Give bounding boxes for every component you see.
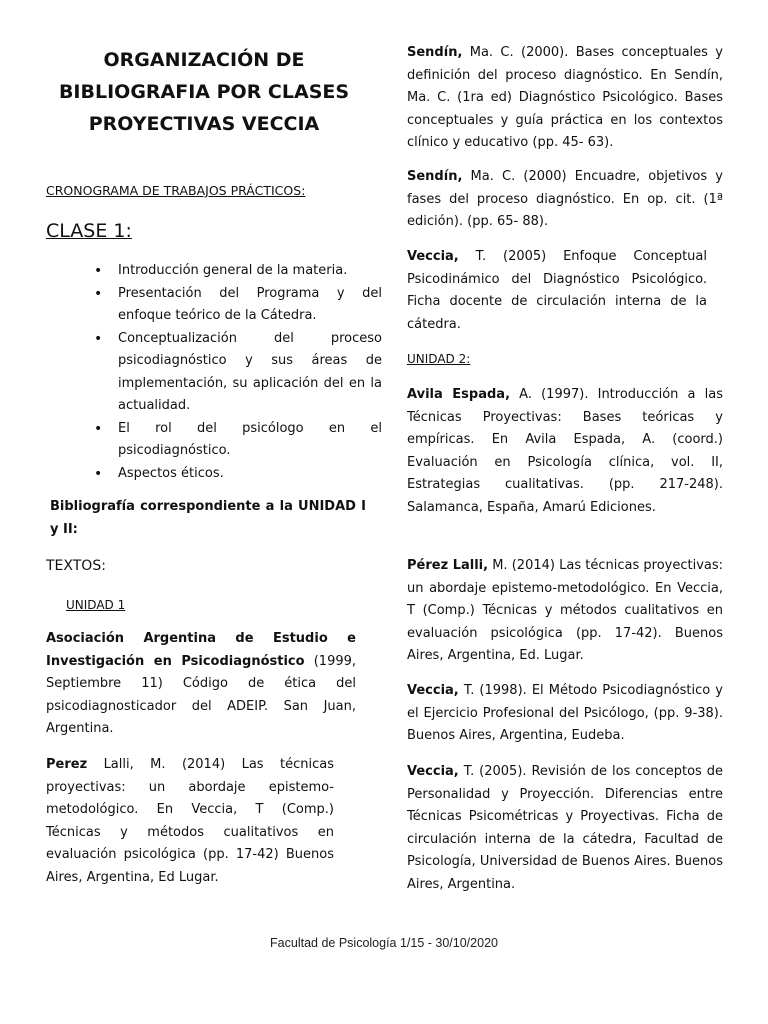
right-ref-2 <box>407 166 723 234</box>
page-footer: Facultad de Psicología 1/15 - 30/10/2020 <box>270 936 498 950</box>
ref-text: T. (1998). El Método Psicodiagnóstico y el Ejercicio Profesional del Psicólogo, (pp. 9-38). Buenos Aires, Argentina, Eudeba. <box>407 683 723 743</box>
ref-author: Perez <box>46 757 88 772</box>
ref-text: Ma. C. (2000). Bases conceptuales y definición del proceso diagnóstico. En Sendín, Ma. C. (1ra ed) Diagnóstico Psicológico. Bases conceptuales y guía práctica en los contextos clínico y educativo (pp. 45- 63). <box>407 45 723 150</box>
ref-text: A. (1997). Introducción a las Técnicas Proyectivas: Bases teóricas y empíricas. En Avila Espada, A. (coord.) Evaluación en Psicología clínica, vol. II, Estrategias cualitativas. (pp. 217-248). Salamanca, España, Amarú Ediciones. <box>407 387 723 515</box>
ref-author: Veccia, <box>407 764 459 779</box>
ref-author: Pérez Lalli, <box>407 558 489 573</box>
unidad1-ref-1 <box>46 628 356 741</box>
list-item: • El rol del psicólogo en el psicodiagnóstico. <box>112 418 382 463</box>
ref-text: Ma. C. (2000) Encuadre, objetivos y fases del proceso diagnóstico. En op. cit. (1ª edición). (pp. 65- 88). <box>407 169 723 229</box>
textos-heading: TEXTOS: <box>46 558 106 574</box>
ref-text: Lalli, M. (2014) Las técnicas proyectivas: un abordaje epistemo-metodológico. En Veccia, T (Comp.) Técnicas y métodos cualitativos en evaluación psicológica (pp. 17-42) Buenos Aires, Argentina, Ed Lugar. <box>46 757 334 885</box>
ref-author: Veccia, <box>407 249 459 264</box>
list-item: • Introducción general de la materia. <box>112 260 382 283</box>
unidad1-ref-2 <box>46 754 334 889</box>
title-line-1: ORGANIZACIÓN DE <box>103 49 305 71</box>
clase-heading: CLASE 1: <box>46 220 132 242</box>
ref-author: Asociación Argentina de Estudio e Investigación en Psicodiagnóstico <box>46 631 356 669</box>
list-item: • Aspectos éticos. <box>112 463 382 486</box>
unidad2-heading: UNIDAD 2: <box>407 352 471 366</box>
unidad2-ref-4 <box>407 761 723 896</box>
unidad2-ref-3 <box>407 680 723 748</box>
ref-author: Avila Espada, <box>407 387 511 402</box>
ref-author: Sendín, <box>407 169 463 184</box>
ref-author: Sendín, <box>407 45 463 60</box>
unidad2-ref-1 <box>407 384 723 519</box>
unidad2-ref-2 <box>407 555 723 668</box>
ref-text: T. (2005) Enfoque Conceptual Psicodinámico del Diagnóstico Psicológico. Ficha docente de circulación interna de la cátedra. <box>407 249 707 332</box>
cronograma-heading: CRONOGRAMA DE TRABAJOS PRÁCTICOS: <box>46 183 306 198</box>
ref-text: T. (2005). Revisión de los conceptos de Personalidad y Proyección. Diferencias entre Técnicas Psicométricas y Proyectivas. Ficha de circulación interna de la cátedra, Facultad de Psicología, Universidad de Buenos Aires. Buenos Aires, Argentina. <box>407 764 723 892</box>
bibliografia-heading: Bibliografía correspondiente a la UNIDAD I y II: <box>50 499 366 537</box>
ref-text: (1999, Septiembre 11) Código de ética del psicodiagnosticador del ADEIP. San Juan, Argentina. <box>46 653 357 736</box>
right-ref-1 <box>407 42 723 155</box>
list-item: • Conceptualización del proceso psicodiagnóstico y sus áreas de implementación, su aplicación del en la actualidad. <box>112 328 382 418</box>
title-line-3: PROYECTIVAS VECCIA <box>88 113 320 135</box>
ref-text: M. (2014) Las técnicas proyectivas: un abordaje epistemo-metodológico. En Veccia, T (Comp.) Técnicas y métodos cualitativos en evaluación psicológica (pp. 17-42). Buenos Aires, Argentina, Ed. Lugar. <box>407 558 724 663</box>
list-item: • Presentación del Programa y del enfoque teórico de la Cátedra. <box>112 283 382 328</box>
unidad1-heading: UNIDAD 1 <box>66 598 126 612</box>
document-title <box>46 44 362 140</box>
ref-author: Veccia, <box>407 683 459 698</box>
title-line-2: BIBLIOGRAFIA POR CLASES <box>58 81 350 103</box>
right-ref-3 <box>407 246 707 336</box>
topics-list <box>92 260 382 485</box>
